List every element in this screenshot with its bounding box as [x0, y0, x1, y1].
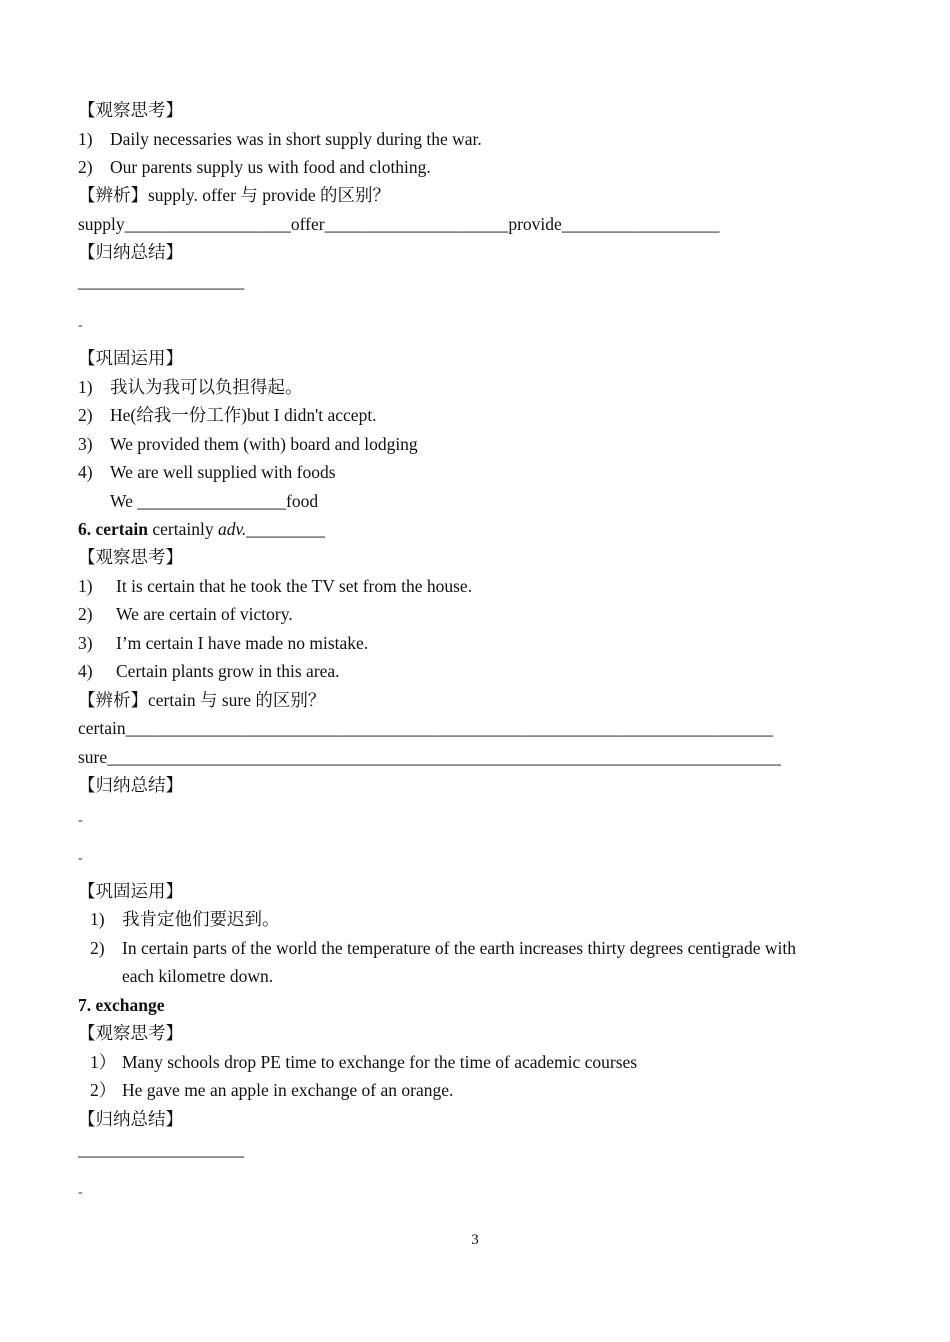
divider-dash: -: [78, 851, 83, 866]
item-text: We are certain of victory.: [116, 604, 293, 624]
section-title: [78, 518, 325, 540]
divider-dash: -: [78, 1185, 83, 1200]
title-answer-blank[interactable]: _________: [246, 519, 326, 539]
item-number: 2): [90, 938, 105, 958]
practice-heading: 【巩固运用】: [78, 881, 183, 901]
list-item: [78, 575, 472, 597]
page-number: 3: [471, 1232, 479, 1248]
list-item: [78, 603, 293, 625]
item-text: It is certain that he took the TV set from the house.: [116, 576, 473, 596]
list-item: [78, 660, 340, 682]
item-number: 2）: [90, 1080, 117, 1100]
item-text: 我肯定他们要迟到。: [122, 909, 280, 929]
section-title: 7. exchange: [78, 995, 165, 1015]
observe-heading: 【观察思考】: [78, 100, 183, 120]
item-number: 3): [78, 633, 93, 653]
analysis-heading: 【辨析】certain 与 sure 的区别？: [78, 690, 326, 710]
item-number: 1): [78, 576, 93, 596]
summary-heading: 【归纳总结】: [78, 1109, 183, 1129]
item-text: In certain parts of the world the temperature of the earth increases thirty degrees centigrade with: [122, 938, 796, 958]
item-number: 4): [78, 462, 93, 482]
part-of-speech: adv.: [217, 519, 247, 539]
summary-heading: 【归纳总结】: [78, 775, 183, 795]
answer-blank[interactable]: ___________________: [78, 1139, 245, 1159]
list-item: [90, 908, 280, 930]
item-number: 2): [78, 604, 93, 624]
divider-dash: -: [78, 813, 83, 828]
item-text: We are well supplied with foods: [110, 462, 336, 482]
list-item: [78, 156, 431, 178]
analysis-heading: 【辨析】supply. offer 与 provide 的区别？: [78, 185, 391, 205]
observe-heading: 【观察思考】: [78, 1023, 183, 1043]
item-text: Daily necessaries was in short supply during the war.: [110, 129, 482, 149]
list-item: [90, 1079, 453, 1101]
item-text: Our parents supply us with food and clothing.: [110, 157, 431, 177]
list-item: [90, 1051, 637, 1073]
sure-fill-line[interactable]: sure_____________________________________________________________________________: [78, 747, 781, 767]
item-text: 我认为我可以负担得起。: [110, 377, 303, 397]
list-item: [78, 128, 482, 150]
item-text: I’m certain I have made no mistake.: [116, 633, 369, 653]
divider-dash: -: [78, 318, 83, 333]
answer-blank[interactable]: ___________________: [78, 271, 245, 291]
list-item: [78, 433, 418, 455]
item-text: We provided them (with) board and lodging: [110, 434, 418, 454]
list-item: [90, 937, 796, 959]
practice-fill-blank[interactable]: We _________________food: [110, 491, 319, 511]
item-text: He(给我一份工作)but I didn't accept.: [110, 405, 377, 425]
item-text: Certain plants grow in this area.: [116, 661, 340, 681]
list-item: [78, 404, 377, 426]
section-title-word: 6. certain: [78, 519, 148, 539]
certain-fill-line[interactable]: certain__________________________________________________________________________: [78, 718, 774, 738]
list-item: [78, 461, 336, 483]
item-text-continued: each kilometre down.: [122, 966, 274, 986]
item-number: 2): [78, 157, 93, 177]
practice-heading: 【巩固运用】: [78, 348, 183, 368]
item-number: 1): [78, 129, 93, 149]
item-number: 3): [78, 434, 93, 454]
item-text: Many schools drop PE time to exchange for the time of academic courses: [122, 1052, 638, 1072]
item-number: 1): [78, 377, 93, 397]
observe-heading: 【观察思考】: [78, 547, 183, 567]
item-text: He gave me an apple in exchange of an orange.: [122, 1080, 454, 1100]
item-number: 1）: [90, 1052, 117, 1072]
fill-blank-line[interactable]: supply___________________offer_____________________provide__________________: [78, 214, 720, 234]
item-number: 2): [78, 405, 93, 425]
list-item: [78, 632, 368, 654]
list-item: [78, 376, 303, 398]
item-number: 4): [78, 661, 93, 681]
item-number: 1): [90, 909, 105, 929]
section-title-rest: certainly: [147, 519, 218, 539]
summary-heading: 【归纳总结】: [78, 242, 183, 262]
